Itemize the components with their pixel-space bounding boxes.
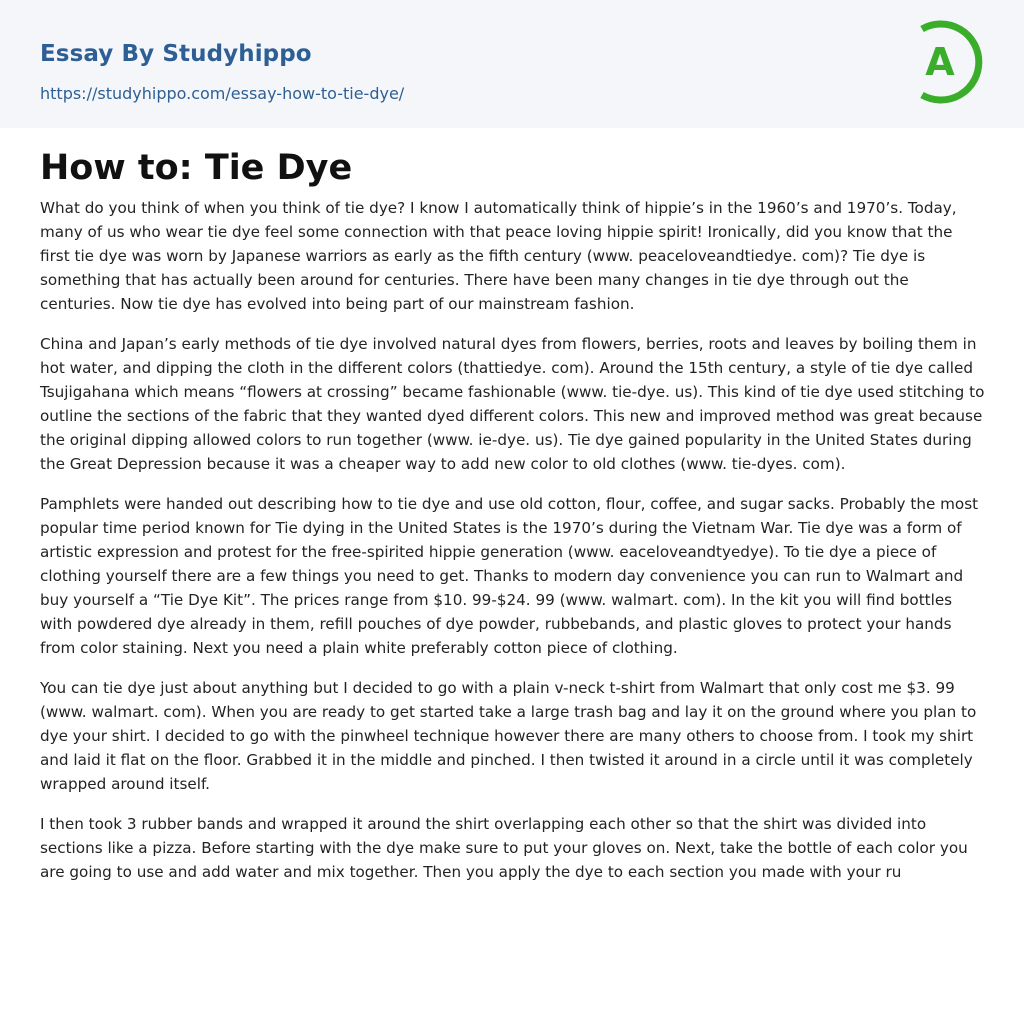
page-title: How to: Tie Dye <box>40 148 353 188</box>
article-paragraph-5: I then took 3 rubber bands and wrapped it around the shirt overlapping each other so that the shirt was divided into sections like a pizza. Before starting with the dye make sure to put your gloves on. Next, take the bottle of each color you are going to use and add water and mix together. Then you apply the dye to each section you made with your ru <box>40 815 968 881</box>
article-paragraph-3: Pamphlets were handed out describing how to tie dye and use old cotton, flour, coffee, and sugar sacks. Probably the most popular time period known for Tie dying in the United States is the 1970’s during the Vietnam War. Tie dye was a form of artistic expression and protest for the free-spirited hippie generation (www. eaceloveandtyedye). To tie dye a piece of clothing yourself there are a few things you need to get. Thanks to modern day convenience you can run to Walmart and buy yourself a “Tie Dye Kit”. The prices range from $10. 99-$24. 99 (www. walmart. com). In the kit you will find bottles with powdered dye already in them, refill pouches of dye powder, rubbebands, and plastic gloves to protect your hands from color staining. Next you need a plain white preferably cotton piece of clothing. <box>40 495 979 657</box>
article-paragraph-4: You can tie dye just about anything but I decided to go with a plain v-neck t-shirt from Walmart that only cost me $3. 99 (www. walmart. com). When you are ready to get started take a large trash bag and lay it on the ground where you plan to dye your shirt. I decided to go with the pinwheel technique however there are many others to choose from. I took my shirt and laid it flat on the floor. Grabbed it in the middle and pinched. I then twisted it around in a circle until it was completely wrapped around itself. <box>40 679 977 793</box>
article <box>40 146 986 900</box>
essay-url-link[interactable]: https://studyhippo.com/essay-how-to-tie-dye/ <box>40 84 405 103</box>
studyhippo-logo-icon[interactable] <box>908 17 990 107</box>
logo-letter: A <box>925 40 955 84</box>
article-paragraph-2: China and Japan’s early methods of tie dye involved natural dyes from flowers, berries, roots and leaves by boiling them in hot water, and dipping the cloth in the different colors (thattiedye. com). Around the 15th century, a style of tie dye called Tsujigahana which means “flowers at crossing” became fashionable (www. tie-dye. us). This kind of tie dye used stitching to outline the sections of the fabric that they wanted dyed different colors. This new and improved method was great because the original dipping allowed colors to run together (www. ie-dye. us). Tie dye gained popularity in the United States during the Great Depression because it was a cheaper way to add new color to old clothes (www. tie-dyes. com). <box>40 335 985 473</box>
site-brand[interactable]: Essay By Studyhippo <box>40 41 312 67</box>
site-header <box>0 0 1024 128</box>
article-paragraph-1: What do you think of when you think of tie dye? I know I automatically think of hippie’s in the 1960’s and 1970’s. Today, many of us who wear tie dye feel some connection with that peace loving hippie spirit! Ironically, did you know that the first tie dye was worn by Japanese warriors as early as the fifth century (www. peaceloveandtiedye. com)? Tie dye is something that has actually been around for centuries. There have been many changes in tie dye through out the centuries. Now tie dye has evolved into being part of our mainstream fashion. <box>40 199 957 313</box>
